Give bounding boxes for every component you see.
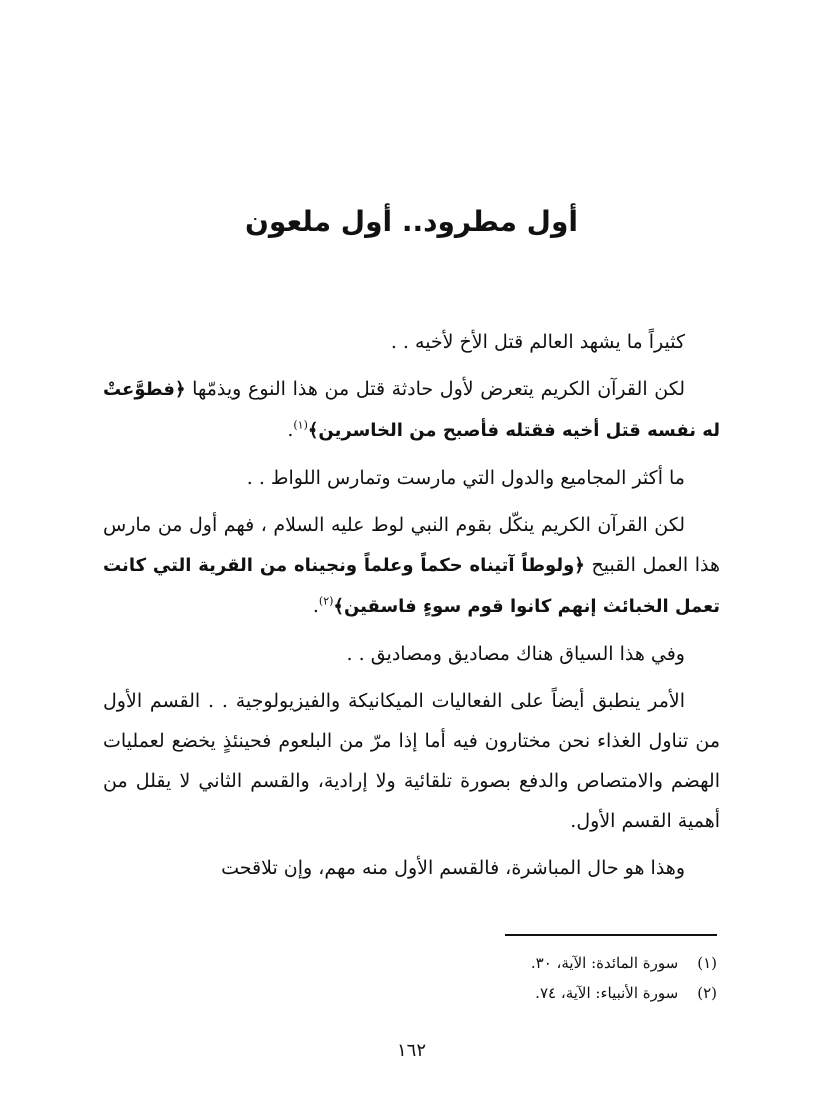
footnote-1 [300, 948, 717, 978]
footnote-2-number: (٢) [697, 984, 717, 1002]
paragraph-2-end: . [287, 419, 294, 441]
quran-quote-2: ﴿ولوطاً آتيناه حكماً وعلماً ونجيناه من القرية التي كانت تعمل الخبائث إنهم كانوا قوم سوءٍ فاسقين﴾ [103, 555, 720, 617]
body-text [103, 322, 720, 895]
chapter-title: أول مطرود.. أول ملعون [245, 205, 578, 238]
paragraph-3: ما أكثر المجاميع والدول التي مارست وتمارس اللواط . . [246, 467, 685, 489]
quran-quote-1: ﴿فطوَّعتْ له نفسه قتل أخيه فقتله فأصبح من الخاسرين﴾ [103, 379, 720, 441]
footnote-2 [300, 978, 717, 1008]
paragraph-6: الأمر ينطبق أيضاً على الفعاليات الميكانيكة والفيزيولوجية . . القسم الأول من تناول الغذاء نحن مختارون فيه أما إذا مرّ من البلعوم فحينئذٍ يخضع لعمليات الهضم والامتصاص والدفع بصورة تلقائية ولا إرادية، والقسم الثاني لا يقلل من أهمية القسم الأول. [103, 690, 720, 832]
paragraph-1: كثيراً ما يشهد العالم قتل الأخ لأخيه . . [390, 331, 685, 353]
footnote-ref-1: (١) [293, 418, 308, 432]
paragraph-2 [103, 369, 720, 451]
footnotes [300, 948, 717, 1008]
footnote-1-number: (١) [697, 954, 717, 972]
paragraph-4-end: . [312, 595, 319, 617]
paragraph-4 [103, 505, 720, 627]
page-number: ١٦٢ [396, 1040, 426, 1061]
paragraph-5: وفي هذا السياق هناك مصاديق ومصاديق . . [346, 643, 685, 665]
footnote-1-text: سورة المائدة: الآية، ٣٠. [530, 954, 679, 972]
footnote-ref-2: (٢) [318, 594, 334, 608]
footnote-2-text: سورة الأنبياء: الآية، ٧٤. [535, 984, 679, 1002]
paragraph-2-text: لكن القرآن الكريم يتعرض لأول حادثة قتل من هذا النوع ويذمّها [192, 378, 685, 400]
paragraph-4-text: لكن القرآن الكريم ينكّل بقوم النبي لوط عليه السلام ، فهم أول من مارس هذا العمل القبيح [103, 514, 720, 576]
footnote-divider [505, 934, 717, 936]
paragraph-7: وهذا هو حال المباشرة، فالقسم الأول منه مهم، وإن تلاقحت [221, 857, 685, 879]
